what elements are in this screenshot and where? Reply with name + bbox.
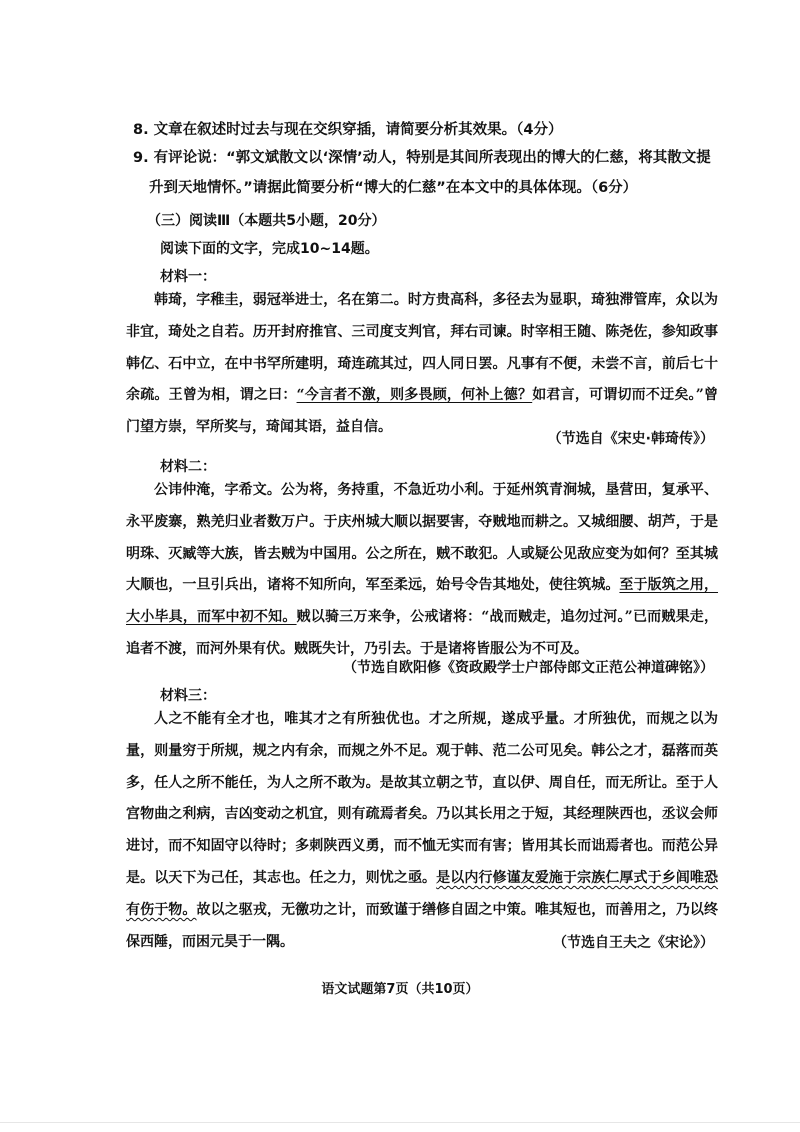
material-2-source: （节选自欧阳修《资政殿学士户部侍郎文正范公神道碑铭》） [343,660,714,676]
material-1-underlined-sentence: “今言者不激，则多畏顾，何补上德？ [296,387,533,404]
section-instruction: 阅读下面的文字，完成10~14题。 [160,241,379,257]
material-2-text-b: 贼以骑三万来争，公戒诸将：“战而贼走，追勿过河。”已而贼果走，追者不渡，而河外果有伏。贼既失计，乃引去。于是诸将皆服公为不可及。 [126,609,719,657]
material-3-text-a: 人之不能有全才也，唯其才之有所独优也。才之所规，遂成乎量。才所独优，而规之以为量，则量穷于所规，规之内有余，而规之外不足。观于韩、范二公可见矣。韩公之才，磊落而英多，任人之所不能任，为人之所不敢为。是故其立朝之节，直以伊、周自任，而无所让。至于人宫物曲之利病，吉凶变动之机宜，则有疏焉者矣。乃以其长用之于短，其经理陕西也，丞议会师进讨，而不知固守以待时；多刺陕西义勇，而不恤无实而有害；皆用其长而诎焉者也。而范公异是。以天下为己任，其志也。任之力，则忧之亟。 [126,711,718,886]
material-1-text-a: 韩琦，字稚圭，弱冠举进士，名在第二。时方贵高科，多径去为显职，琦独滞管库，众以为非宜，琦处之自若。历开封府推官、三司度支判官，拜右司谏。时宰相王随、陈尧佐，参知政事韩亿、石中立，在中书罕所建明，琦连疏其过，四人同日罢。凡事有不便，未尝不言，前后七十余疏。王曾为相，谓之曰： [126,292,718,404]
question-8: 8. 文章在叙述时过去与现在交织穿插，请简要分析其效果。（4分） [133,122,563,138]
material-3-wavy-underlined-sentence: 是以内行修谨友爱施于宗族仁厚式于乡闾唯恐有伤于物。 [126,869,719,918]
section-title: （三）阅读Ⅲ（本题共5小题，20分） [147,213,386,229]
page-footer: 语文试题第7页（共10页） [321,982,479,997]
material-2-header: 材料二： [160,459,216,475]
question-9: 9. 有评论说：“郭文斌散文以‘深情’动人，特别是其间所表现出的博大的仁慈，将其散文提升到天地情怀。”请据此简要分析“博大的仁慈”在本文中的具体体现。（6分） [133,150,711,196]
material-3-header: 材料三： [160,688,216,704]
material-3-source: （节选自王夫之《宋论》） [553,935,714,951]
material-1-text [126,285,718,444]
material-3-text [126,704,718,958]
material-2-underlined-sentence: 至于版筑之用，大小毕具，而军中初不知。 [126,577,719,626]
material-2-text-a: 公讳仲淹，字希文。公为将，务持重，不急近功小利。于延州筑青涧城，垦营田，复承平、永平废寨，熟羌归业者数万户。于庆州城大顺以据要害，夺贼地而耕之。又城细腰、胡芦，于是明珠、灭臧等大族，皆去贼为中国用。公之所在，贼不敢犯。人或疑公见敌应变为如何？至其城大顺也，一旦引兵出，诸将不知所向，军至柔远，始号令告其地处，使往筑城。 [126,482,718,594]
page-edge-line [0,1122,800,1123]
material-1-header: 材料一： [160,269,216,285]
material-2-text [126,475,718,666]
material-1-text-b: 如君言，可谓切而不迂矣。”曾门望方崇，罕所奖与，琦闻其语，益自信。 [126,387,719,436]
material-3-text-b: 故以之驱戎，无徼功之计，而致谨于缮修自固之中策。唯其短也，而善用之，乃以终保西陲，而困元昊于一隅。 [126,901,719,950]
material-1-source: （节选自《宋史·韩琦传》） [547,431,714,447]
